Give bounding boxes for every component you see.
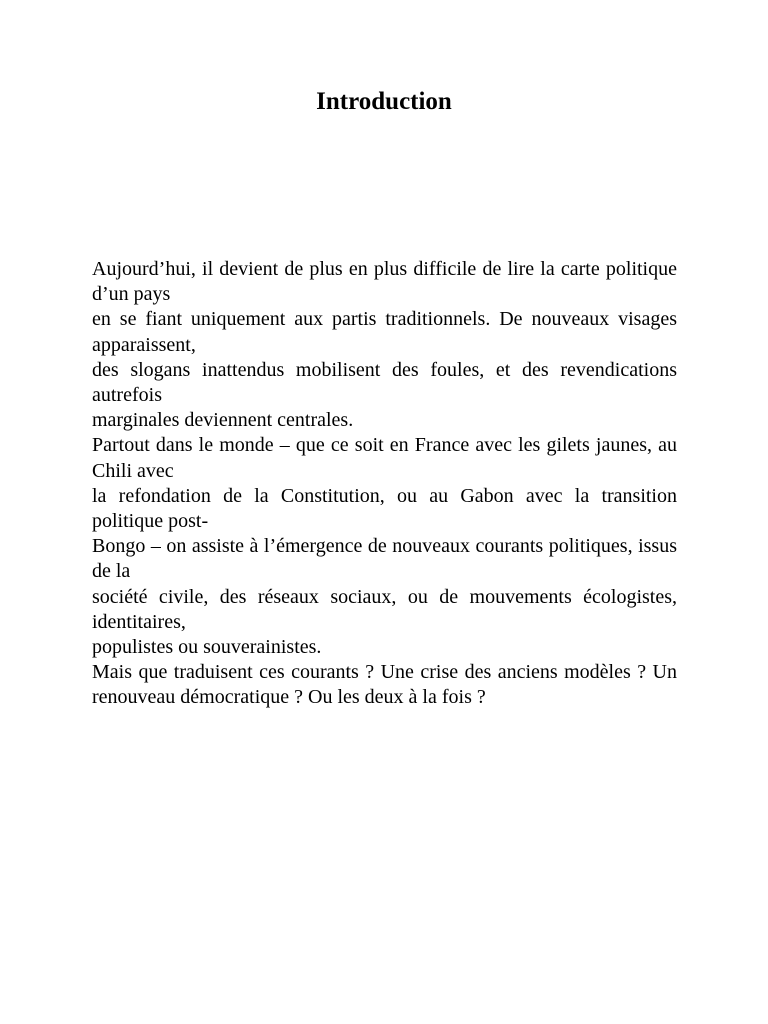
text-line: populistes ou souverainistes. <box>92 636 322 659</box>
text-line: marginales deviennent centrales. <box>92 409 354 432</box>
text-line: Aujourd’hui, il devient de plus en plus difficile de lire la carte politique d’un pays <box>92 258 677 306</box>
text-line: société civile, des réseaux sociaux, ou de mouvements écologistes, identitaires, <box>92 585 677 633</box>
text-line: en se fiant uniquement aux partis traditionnels. De nouveaux visages apparaissent, <box>92 308 677 356</box>
text-line: Mais que traduisent ces courants ? Une crise des anciens modèles ? Un renouveau démocratique ? Ou les deux à la fois ? <box>92 661 677 709</box>
page-title: Introduction <box>316 88 452 115</box>
text-line: des slogans inattendus mobilisent des foules, et des revendications autrefois <box>92 358 677 407</box>
text-line: la refondation de la Constitution, ou au Gabon avec la transition politique post- <box>92 484 677 533</box>
text-line: Bongo – on assiste à l’émergence de nouveaux courants politiques, issus de la <box>92 535 677 583</box>
body-text <box>92 257 677 711</box>
text-line: Partout dans le monde – que ce soit en France avec les gilets jaunes, au Chili avec <box>92 434 677 482</box>
